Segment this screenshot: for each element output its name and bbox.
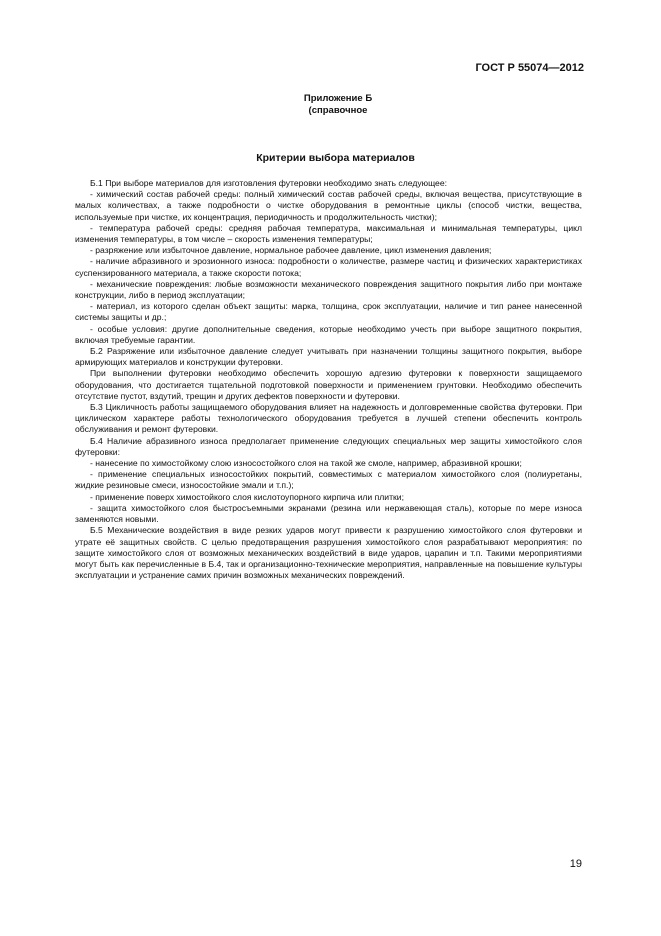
paragraph: Б.2 Разряжение или избыточное давление следует учитывать при назначении толщины защитного покрытия, выборе армирующих материалов и конструкции футеровки.: [75, 346, 582, 368]
paragraph: - защита химостойкого слоя быстросъемными экранами (резина или нержавеющая сталь), которые по мере износа заменяются новыми.: [75, 502, 582, 525]
paragraph: - химический состав рабочей среды: полный химический состав рабочей среды, включая вещества, присутствующие в малых количествах, а также подробности о чистке оборудования в ремонтные циклы (способ чистки, вещества, используемые при чистке, их концентрация, периодичность и продолжительность чистки);: [75, 189, 582, 222]
paragraph: - наличие абразивного и эрозионного износа: подробности о количестве, размере частиц и физических характеристиках суспензированного материала, а также скорости потока;: [75, 256, 582, 278]
appendix-label: Приложение Б: [303, 93, 373, 104]
paragraph: - особые условия: другие дополнительные сведения, которые необходимо учесть при выборе защитного покрытия, включая требуемые гарантии.: [75, 323, 582, 345]
paragraph: Б.3 Цикличность работы защищаемого оборудования влияет на надежность и долговременные свойства футеровки. При циклическом характере работы технологического оборудования требуется в лучшей степени обеспечить контроль обслуживания и ремонт футеровки.: [75, 402, 582, 435]
paragraph: Б.4 Наличие абразивного износа предполагает применение следующих специальных мер защиты химостойкого слоя футеровки:: [75, 435, 582, 457]
paragraph: - материал, из которого сделан объект защиты: марка, толщина, срок эксплуатации, наличие и тип ранее нанесенной системы защиты и др.;: [75, 301, 582, 323]
paragraph: - температура рабочей среды: средняя рабочая температура, максимальная и минимальная температуры, цикл изменения температуры, в том числе – скорость изменения температуры;: [75, 222, 582, 245]
appendix-type: (справочное: [308, 105, 368, 116]
paragraph: При выполнении футеровки необходимо обеспечить хорошую адгезию футеровки к поверхности защищаемого оборудования, что достигается тщательной подготовкой поверхности и применением грунтовки. Необходимо обеспечить отсутствие пустот, вздутий, трещин и других дефектов поверхности и футеровки.: [75, 368, 582, 401]
paragraph: - применение специальных износостойких покрытий, совместимых с материалом химостойкого слоя (полиуретаны, жидкие резиновые смеси, износостойкие эмали и т.п.);: [75, 469, 582, 491]
paragraph: Б.1 При выборе материалов для изготовления футеровки необходимо знать следующее:: [90, 178, 448, 188]
standard-code: ГОСТ Р 55074—2012: [475, 62, 584, 74]
paragraph: - применение поверх химостойкого слоя кислотоупорного кирпича или плитки;: [90, 491, 404, 502]
paragraph: Б.5 Механические воздействия в виде резких ударов могут привести к разрушению химостойкого слоя футеровки и утрате её защитных свойств. С целью предотвращения разрушения химостойкого слоя разрабатывают мероприятия: по защите химостойкого слоя от возможных механических воздействий в виде ударов, царапин и т.п. Такими мероприятиями могут быть как перечисленные в Б.4, так и организационно-технические мероприятия, направленные на повышение культуры эксплуатации и устранение самих причин возможных механических повреждений.: [75, 525, 582, 581]
page-number: 19: [569, 858, 582, 870]
body-text: [75, 178, 582, 581]
paragraph: - механические повреждения: любые возможности механического повреждения защитного покрытия либо при монтаже конструкции, либо в период эксплуатации;: [75, 278, 582, 301]
paragraph: - разряжение или избыточное давление, нормальное рабочее давление, цикл изменения давления;: [90, 245, 492, 256]
appendix-heading: [0, 93, 661, 117]
paragraph: - нанесение по химостойкому слою износостойкого слоя на такой же смоле, например, абразивной крошки;: [90, 458, 522, 469]
section-title: Критерии выбора материалов: [256, 152, 415, 164]
